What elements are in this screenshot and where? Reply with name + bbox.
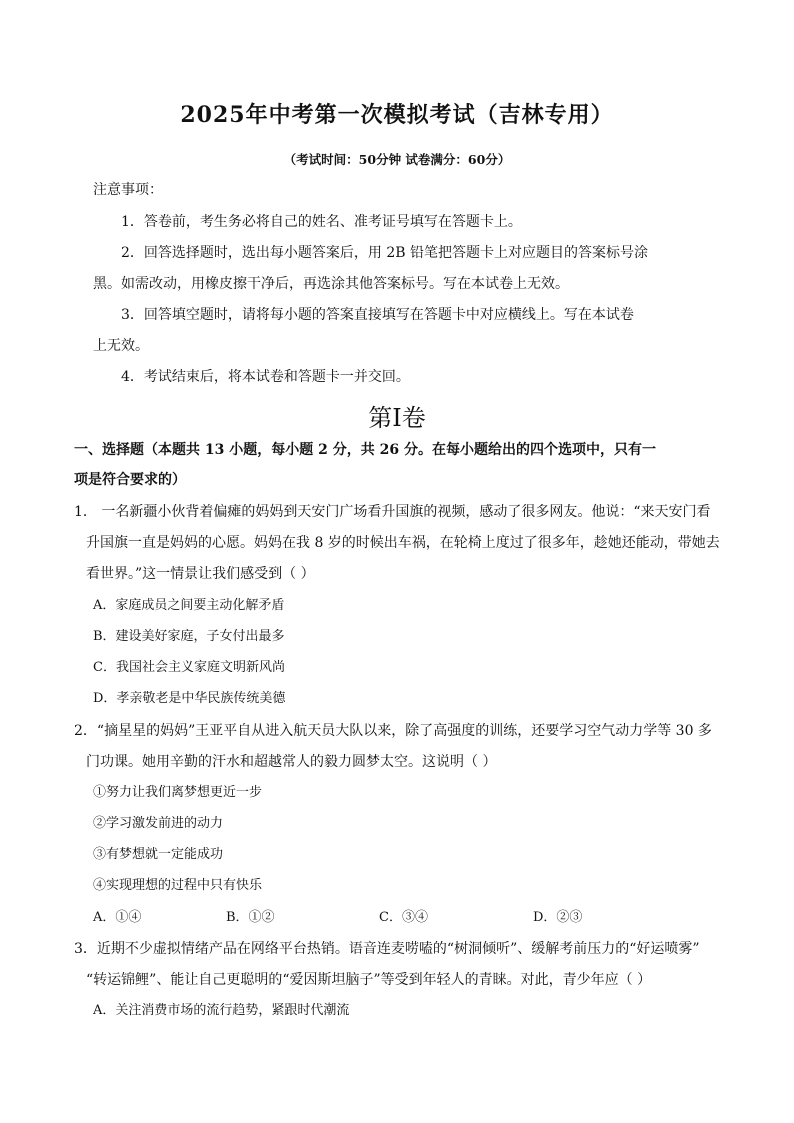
answer-option: A．①④ bbox=[93, 910, 142, 925]
answer-option: C．我国社会主义家庭文明新风尚 bbox=[93, 660, 285, 675]
note-item: 2．回答选择题时，选出每小题答案后，用 2B 铅笔把答题卡上对应题目的答案标号涂 bbox=[121, 245, 649, 261]
statement-item: ④实现理想的过程中只有快乐 bbox=[93, 878, 263, 893]
question-text: 升国旗一直是妈妈的心愿。妈妈在我 8 岁的时候出车祸，在轮椅上度过了很多年，趁她还能动，带她去 bbox=[86, 535, 720, 551]
answer-option: A．关注消费市场的流行趋势，紧跟时代潮流 bbox=[93, 1003, 350, 1018]
question-text: 门功课。她用辛勤的汗水和超越常人的毅力圆梦太空。这说明（ ） bbox=[86, 754, 497, 770]
answer-option: B．①② bbox=[226, 910, 275, 925]
note-item: 4．考试结束后，将本试卷和答题卡一并交回。 bbox=[121, 369, 410, 385]
part-heading: 项是符合要求的） bbox=[74, 472, 186, 488]
question-text: 看世界。”这一情景让我们感受到（ ） bbox=[86, 566, 315, 582]
note-item: 1．答卷前，考生务必将自己的姓名、准考证号填写在答题卡上。 bbox=[121, 214, 522, 230]
answer-option: C．③④ bbox=[379, 910, 428, 925]
answer-option: B．建设美好家庭，子女付出最多 bbox=[93, 629, 285, 644]
notes-heading: 注意事项： bbox=[93, 182, 163, 198]
statement-item: ②学习激发前进的动力 bbox=[93, 816, 224, 831]
answer-option: D．②③ bbox=[533, 910, 583, 925]
note-item: 黑。如需改动，用橡皮擦干净后，再选涂其他答案标号。写在本试卷上无效。 bbox=[93, 276, 569, 292]
note-item: 上无效。 bbox=[93, 338, 149, 354]
answer-option: D．孝亲敬老是中华民族传统美德 bbox=[93, 691, 286, 706]
question-text: 3．近期不少虚拟情绪产品在网络平台热销。语音连麦唠嗑的“树洞倾听”、缓解考前压力的“好运喷雾” bbox=[74, 941, 700, 957]
answer-option: A．家庭成员之间要主动化解矛盾 bbox=[93, 598, 285, 613]
page-title: 2025年中考第一次模拟考试（吉林专用） bbox=[180, 102, 614, 128]
section-title: 第Ⅰ卷 bbox=[368, 404, 426, 432]
statement-item: ①努力让我们离梦想更近一步 bbox=[93, 785, 263, 800]
part-heading: 一、选择题（本题共 13 小题，每小题 2 分，共 26 分。在每小题给出的四个选项中，只有一 bbox=[74, 442, 656, 458]
question-text: 2．“摘星星的妈妈”王亚平自从进入航天员大队以来，除了高强度的训练，还要学习空气动力学等 30 多 bbox=[74, 723, 712, 739]
note-item: 3．回答填空题时，请将每小题的答案直接填写在答题卡中对应横线上。写在本试卷 bbox=[121, 307, 634, 323]
question-text: 1． 一名新疆小伙背着偏瘫的妈妈到天安门广场看升国旗的视频，感动了很多网友。他说：“来天安门看 bbox=[74, 504, 711, 520]
exam-info: （考试时间：50分钟 试卷满分：60分） bbox=[283, 152, 511, 167]
question-text: “转运锦鲤”、能让自己更聪明的“爱因斯坦脑子”等受到年轻人的青睐。对此，青少年应（ ） bbox=[86, 972, 652, 988]
statement-item: ③有梦想就一定能成功 bbox=[93, 847, 224, 862]
